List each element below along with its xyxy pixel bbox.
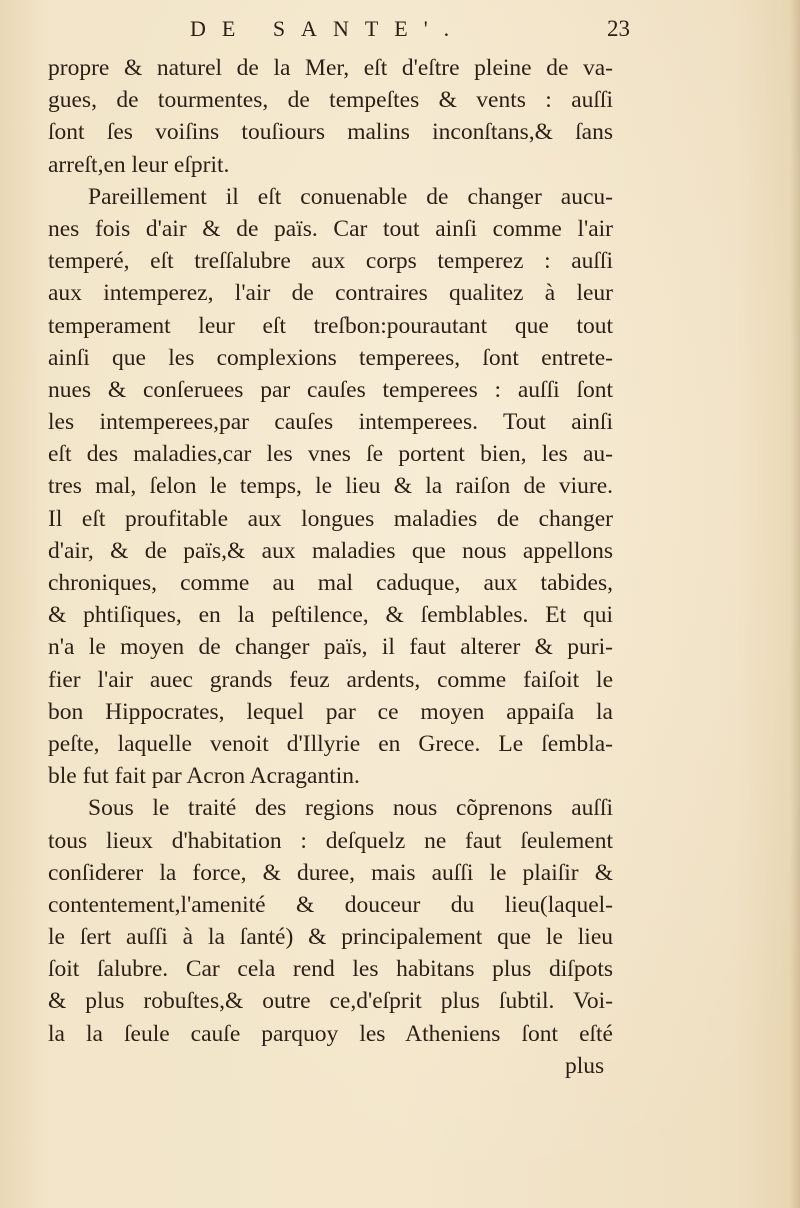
text-line: d'air, & de païs,& aux maladies que nous appellons	[48, 537, 613, 564]
text-line: tres mal, ſelon le temps, le lieu & la raiſon de viure.	[48, 473, 613, 500]
text-line: n'a le moyen de changer païs, il faut alterer & puri-	[48, 634, 613, 661]
text-line: nues & conſeruees par cauſes temperees : auſſi ſont	[48, 376, 613, 403]
text-line: bon Hippocrates, lequel par ce moyen appaiſa la	[48, 698, 613, 725]
text-line: ainſi que les complexions temperees, ſont entrete-	[48, 344, 613, 371]
text-line: aux intemperez, l'air de contraires qualitez à leur	[48, 280, 613, 307]
paragraph-start-line: Sous le traité des regions nous cõprenons auſſi	[88, 795, 613, 822]
running-head	[180, 16, 630, 50]
text-line: ble fut fait par Acron Acragantin.	[48, 763, 360, 790]
text-line: arreſt,en leur eſprit.	[48, 151, 230, 178]
page-number: 23	[607, 16, 630, 41]
text-line: le ſert auſſi à la ſanté) & principalement que le lieu	[48, 924, 613, 951]
text-line: conſiderer la force, & duree, mais auſſi le plaiſir &	[48, 859, 613, 886]
text-line: ſoit ſalubre. Car cela rend les habitans plus diſpots	[48, 956, 613, 983]
text-line: temperament leur eſt treſbon:pourautant que tout	[48, 312, 613, 339]
text-line: peſte, laquelle venoit d'Illyrie en Grece. Le ſembla-	[48, 730, 613, 757]
text-line: tous lieux d'habitation : deſquelz ne faut ſeulement	[48, 827, 613, 854]
text-line: temperé, eſt treſſalubre aux corps temperez : auſſi	[48, 248, 613, 275]
text-line: & plus robuſtes,& outre ce,d'eſprit plus ſubtil. Voi-	[48, 988, 613, 1015]
text-line: gues, de tourmentes, de tempeſtes & vents : auſſi	[48, 87, 613, 114]
page-gutter-shadow	[790, 0, 800, 1208]
body-text	[48, 52, 613, 1050]
text-line: nes fois d'air & de païs. Car tout ainſi comme l'air	[48, 215, 613, 242]
catchword: plus	[565, 1053, 605, 1079]
text-line: les intemperees,par cauſes intemperees. Tout ainſi	[48, 409, 613, 436]
text-line: eſt des maladies,car les vnes ſe portent bien, les au-	[48, 441, 613, 468]
running-title: DE SANTE'.	[190, 16, 466, 41]
text-line: chroniques, comme au mal caduque, aux tabides,	[48, 570, 613, 596]
text-line: propre & naturel de la Mer, eſt d'eſtre pleine de va-	[48, 55, 613, 81]
text-line: & phtiſiques, en la peſtilence, & ſemblables. Et qui	[48, 602, 613, 629]
text-line: la la ſeule cauſe parquoy les Atheniens ſont eſté	[48, 1020, 613, 1047]
text-line: fier l'air auec grands feuz ardents, comme faiſoit le	[48, 666, 613, 693]
paragraph-start-line: Pareillement il eſt conuenable de changer aucu-	[88, 183, 613, 210]
text-line: ſont ſes voiſins touſiours malins inconſtans,& ſans	[48, 119, 613, 146]
text-line: contentement,l'amenité & douceur du lieu(laquel-	[48, 891, 613, 918]
text-line: Il eſt proufitable aux longues maladies de changer	[48, 505, 613, 532]
